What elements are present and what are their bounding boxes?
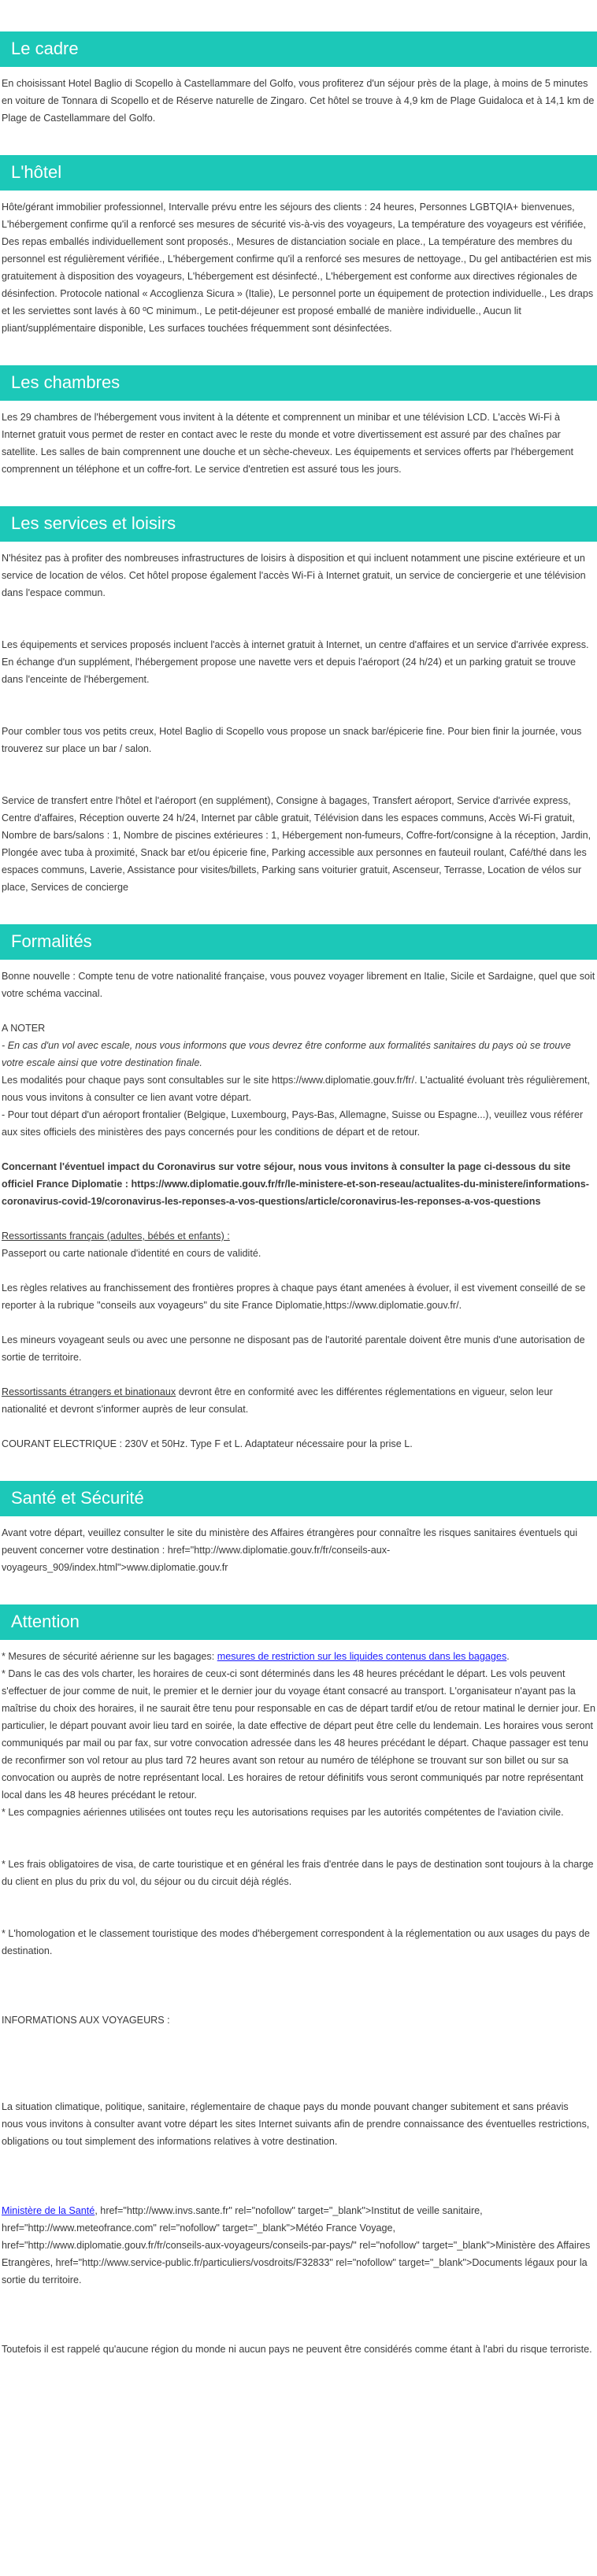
section-services — [0, 506, 597, 896]
frais-text: * Les frais obligatoires de visa, de carte touristique et en général les frais d'entrée dans le pays de destination sont toujours à la charge du client en plus du prix du vol, du séjour ou du circuit déjà réglés. — [2, 1859, 594, 1887]
infos-voyageurs-heading: INFORMATIONS AUX VOYAGEURS : — [2, 2015, 170, 2026]
terrorisme-text: Toutefois il est rappelé qu'aucune région du monde ni aucun pays ne peuvent être considérés comme étant à l'abri du risque terroriste. — [2, 2344, 592, 2355]
services-paragraph-1: N'hésitez pas à profiter des nombreuses infrastructures de loisirs à disposition et qui incluent notamment une piscine extérieure et un service de location de vélos. Cet hôtel propose également l'accès Wi-Fi à Internet gratuit, un service de conciergerie et une télévision dans l'espace commun. — [2, 553, 586, 598]
hotel-text: Hôte/gérant immobilier professionnel, Intervalle prévu entre les séjours des clients : 24 heures, Personnes LGBTQIA+ bienvenues, L'hébergement confirme qu'il a renforcé ses mesures de sécurité vis-à-vis des voyageurs, La température des voyageurs est vérifiée, Des repas emballés individuellement sont proposés., Mesures de distanciation sociale en place., La température des membres du personnel est régulièrement vérifiée., L'hébergement confirme qu'il a renforcé ses mesures de nettoyage., Du gel antibactérien est mis gratuitement à disposition des voyageurs, L'hébergement est désinfecté., L'hébergement est conforme aux directives régionales de désinfection. Protocole national « Accoglienza Sicura » (Italie), Le personnel porte un équipement de protection individuelle., Les draps et les serviettes sont lavés à 60 ºC minimum., Le petit-déjeuner est proposé emballé de manière individuelle., Aucun lit pliant/supplémentaire disponible, Les surfaces touchées fréquemment sont désinfectées. — [2, 202, 594, 334]
note-line-3: - Pour tout départ d'un aéroport frontalier (Belgique, Luxembourg, Pays-Bas, Allemagne, Suisse ou Espagne...), veuillez vous référer aux sites officiels des ministères des pays concernés pour les conditions de départ et de retour. — [2, 1109, 584, 1138]
coronavirus-notice: Concernant l'éventuel impact du Coronavirus sur votre séjour, nous vous invitons à consulter la page ci-dessous du site officiel France Diplomatie : https://www.diplomatie.gouv.fr/fr/le-ministere-et-son-reseau/actualites-du-ministere/informations-coronavirus-covid-19/coronavirus-les-reponses-a-vos-questions/article/coronavirus-les-reponses-a-vos-questions — [2, 1161, 589, 1207]
sante-text: Avant votre départ, veuillez consulter le site du ministère des Affaires étrangères pour connaître les risques sanitaires éventuels qui peuvent concerner votre destination : href="http://www.diplomatie.gouv.fr/fr/conseils-aux-voyageurs_909/index.html">www.diplomatie.gouv.fr — [2, 1527, 578, 1573]
section-hotel — [0, 155, 597, 337]
homologation-text: * L'homologation et le classement touristique des modes d'hébergement correspondent à la réglementation ou aux usages du pays de destination. — [2, 1928, 590, 1956]
ministere-sante-link[interactable]: Ministère de la Santé — [2, 2205, 95, 2216]
section-cadre — [0, 31, 597, 127]
section-title-attention: Attention — [0, 1604, 597, 1640]
liens-officiels-text: , href="http://www.invs.sante.fr" rel="nofollow" target="_blank">Institut de veille sanitaire, href="http://www.meteofrance.com" rel="nofollow" target="_blank">Météo France Voyage, href="http://www.diplomatie.gouv.fr/fr/conseils-aux-voyageurs/conseils-par-pays/" rel="nofollow" target="_blank">Ministère des Affaires Etrangères, href="http://www.service-public.fr/particuliers/vosdroits/F32833" rel="nofollow" target="_blank">Documents légaux pour la sortie du territoire. — [2, 2205, 591, 2285]
section-title-cadre: Le cadre — [0, 31, 597, 67]
resid-etr-block — [0, 1383, 597, 1418]
section-attention — [0, 1604, 597, 2358]
section-formalites — [0, 924, 597, 1453]
resid-etr-title: Ressortissants étrangers et binationaux — [2, 1386, 176, 1397]
note-line-1: - En cas d'un vol avec escale, nous vous informons que vous devrez être conforme aux formalités sanitaires du pays où se trouve votre escale ainsi que votre destination finale. — [2, 1040, 571, 1068]
situation-text: La situation climatique, politique, sanitaire, réglementaire de chaque pays du monde pouvant changer subitement et sans préavis nous vous invitons à consulter avant votre départ les sites Internet suivants afin de prendre connaissance des éventuelles restrictions, obligations ou tout simplement des informations relatives à votre destination. — [2, 2101, 590, 2147]
services-paragraph-4: Service de transfert entre l'hôtel et l'aéroport (en supplément), Consigne à bagages, Transfert aéroport, Service d'arrivée express, Centre d'affaires, Réception ouverte 24 h/24, Internet par câble gratuit, Télévision dans les espaces communs, Accès Wi-Fi gratuit, Nombre de bars/salons : 1, Nombre de piscines extérieures : 1, Hébergement non-fumeurs, Coffre-fort/consigne à la réception, Jardin, Plongée avec tuba à proximité, Snack bar et/ou épicerie fine, Parking accessible aux personnes en fauteuil roulant, Café/thé dans les espaces communs, Laverie, Assistance pour visites/billets, Parking sans voiturier gratuit, Ascenseur, Terrasse, Location de vélos sur place, Services de concierge — [2, 795, 591, 893]
liens-officiels — [0, 2202, 597, 2289]
resid-etr-text: devront être en conformité avec les différentes réglementations en vigueur, selon leur nationalité et devront s'informer auprès de leur consulat. — [2, 1386, 553, 1415]
section-title-services: Les services et loisirs — [0, 506, 597, 542]
chambres-text: Les 29 chambres de l'hébergement vous invitent à la détente et comprennent un minibar et une télévision LCD. L'accès Wi-Fi à Internet gratuit vous permet de rester en contact avec le reste du monde et votre divertissement est assuré par des chaînes par satellite. Les salles de bain comprennent une douche et un sèche-cheveux. Les équipements et services offerts par l'hébergement comprennent un téléphone et un coffre-fort. Le service d'entretien est assuré tous les jours. — [2, 412, 574, 475]
compagnies-text: * Les compagnies aériennes utilisées ont toutes reçu les autorisations requises par les autorités compétentes de l'aviation civile. — [2, 1807, 564, 1818]
liquides-restriction-link[interactable]: mesures de restriction sur les liquides contenus dans les bagages — [217, 1651, 507, 1662]
note-line-2: Les modalités pour chaque pays sont consultables sur le site https://www.diplomatie.gouv.fr/fr/. L'actualité évoluant très régulièrement, nous vous invitons à consulter ce lien avant votre départ. — [2, 1075, 590, 1103]
resid-fr-title: Ressortissants français (adultes, bébés et enfants) : — [2, 1231, 230, 1242]
section-title-chambres: Les chambres — [0, 365, 597, 401]
resid-fr-text: Passeport ou carte nationale d'identité en cours de validité. — [2, 1248, 261, 1259]
note-title: A NOTER — [2, 1023, 46, 1034]
services-paragraph-2: Les équipements et services proposés incluent l'accès à internet gratuit à Internet, un centre d'affaires et un service d'arrivée express. En échange d'un supplément, l'hébergement propose une navette vers et depuis l'aéroport (24 h/24) et un parking gratuit se trouve dans l'enceinte de l'hébergement. — [2, 639, 589, 685]
section-sante — [0, 1481, 597, 1576]
regles-text: Les règles relatives au franchissement des frontières propres à chaque pays étant amenées à évoluer, il est vivement conseillé de se reporter à la rubrique "conseils aux voyageurs" du site France Diplomatie,https://www.diplomatie.gouv.fr/. — [2, 1282, 586, 1311]
section-title-formalites: Formalités — [0, 924, 597, 960]
services-paragraph-3: Pour combler tous vos petits creux, Hotel Baglio di Scopello vous propose un snack bar/épicerie fine. Pour bien finir la journée, vous trouverez sur place un bar / salon. — [2, 726, 582, 754]
section-title-sante: Santé et Sécurité — [0, 1481, 597, 1516]
bagages-line — [0, 1648, 597, 1665]
charter-text: * Dans le cas des vols charter, les horaires de ceux-ci sont déterminés dans les 48 heures précédant le départ. Les vols peuvent s'effectuer de jour comme de nuit, le premier et le dernier jour du voyage étant consacré au transport. L'organisateur n'ayant pas la maîtrise du choix des horaires, il ne saurait être tenu pour responsable en cas de départ tardif et/ou de retour matinal le dernier jour. En particulier, le départ pouvant avoir lieu tard en soirée, la date effective de départ peut être celle du lendemain. Les horaires vous seront communiqués par mail ou par fax, sur votre convocation adressée dans les 48 heures précédant le départ. Chaque passager est tenu de reconfirmer son vol retour au plus tard 72 heures avant son retour au numéro de téléphone se trouvant sur son billet ou sur sa convocation ou auprès de notre représentant local. Les horaires de retour définitifs vous seront communiqués par notre représentant local dans les 48 heures précédant le retour. — [2, 1668, 595, 1801]
formalites-intro: Bonne nouvelle : Compte tenu de votre nationalité française, vous pouvez voyager librement en Italie, Sicile et Sardaigne, quel que soit votre schéma vaccinal. — [2, 971, 595, 999]
section-title-hotel: L'hôtel — [0, 155, 597, 191]
bagages-prefix: * Mesures de sécurité aérienne sur les bagages: — [2, 1651, 217, 1662]
mineurs-text: Les mineurs voyageant seuls ou avec une personne ne disposant pas de l'autorité parentale doivent être munis d'une autorisation de sortie de territoire. — [2, 1334, 585, 1363]
courant-text: COURANT ELECTRIQUE : 230V et 50Hz. Type F et L. Adaptateur nécessaire pour la prise L. — [2, 1438, 413, 1449]
cadre-text: En choisissant Hotel Baglio di Scopello à Castellammare del Golfo, vous profiterez d'un séjour près de la plage, à moins de 5 minutes en voiture de Tonnara di Scopello et de Réserve naturelle de Zingaro. Cet hôtel se trouve à 4,9 km de Plage Guidaloca et à 14,1 km de Plage de Castellammare del Golfo. — [2, 78, 595, 124]
bagages-suffix: . — [506, 1651, 510, 1662]
section-chambres — [0, 365, 597, 478]
